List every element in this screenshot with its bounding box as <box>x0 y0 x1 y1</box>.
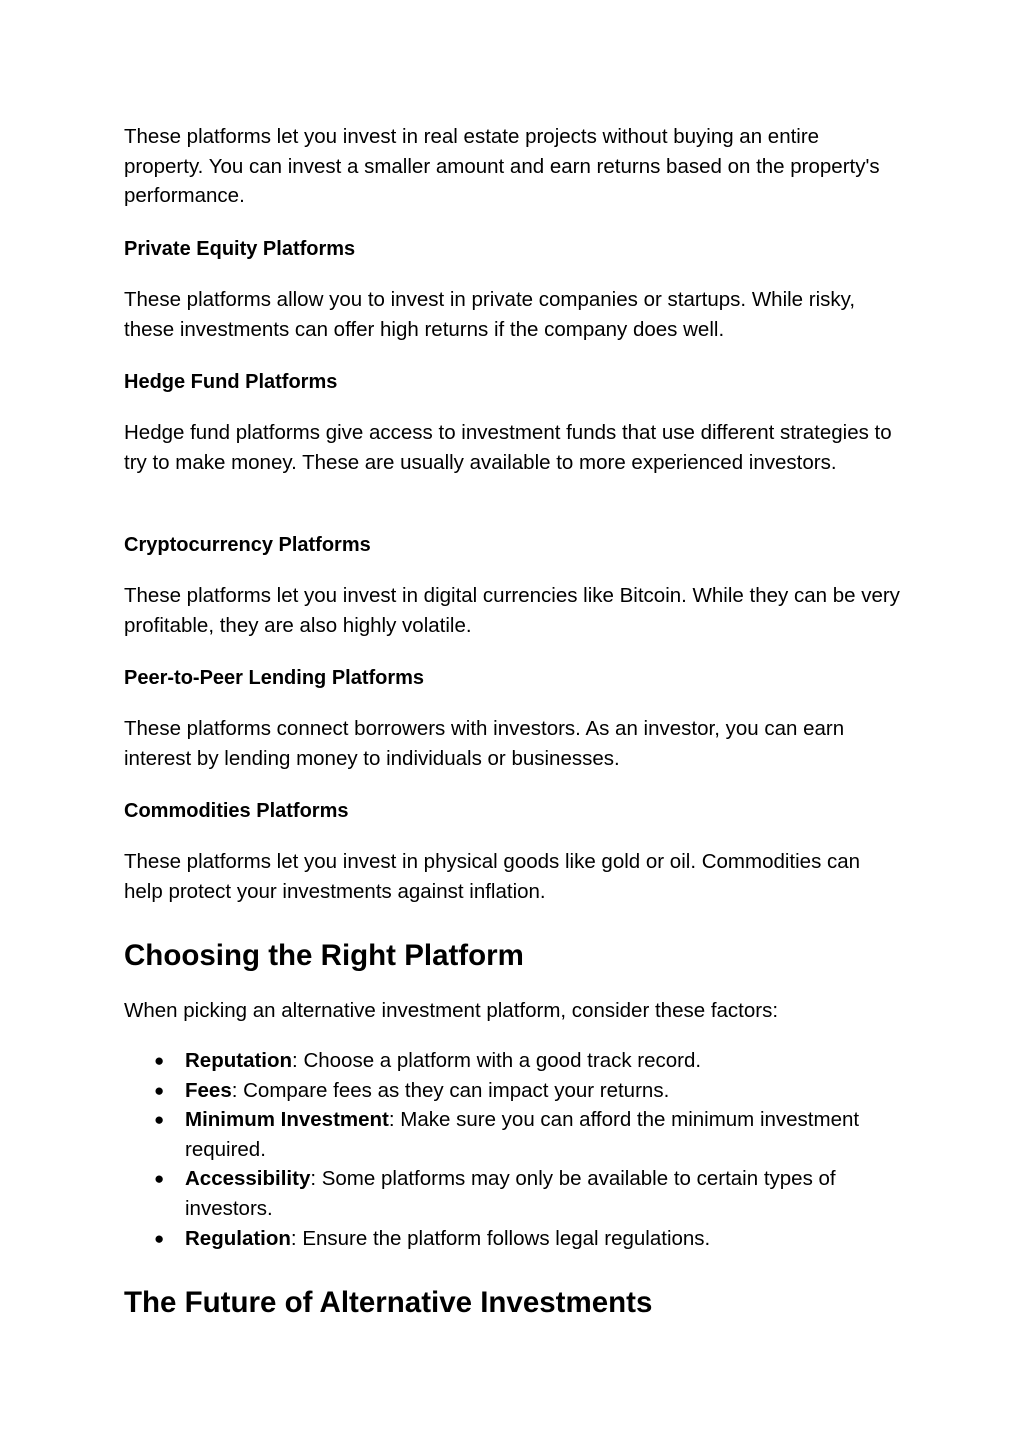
section-heading-cryptocurrency: Cryptocurrency Platforms <box>124 534 371 556</box>
heading-choosing-platform: Choosing the Right Platform <box>124 939 524 972</box>
bullet-icon: ● <box>154 1080 165 1100</box>
factor-desc: : Compare fees as they can impact your returns. <box>231 1078 670 1102</box>
section-heading-commodities: Commodities Platforms <box>124 800 349 822</box>
list-item <box>124 1076 904 1106</box>
bullet-icon: ● <box>154 1051 165 1070</box>
section-text-hedge-fund: Hedge fund platforms give access to investment funds that use different strategies to try to make money. These are usually available to more experienced investors. <box>124 421 892 474</box>
bullet-icon: ● <box>154 1110 165 1130</box>
factor-term: Fees <box>185 1078 232 1102</box>
section-text-p2p-lending: These platforms connect borrowers with investors. As an investor, you can earn interest by lending money to individuals or businesses. <box>124 717 845 770</box>
section-text-private-equity: These platforms allow you to invest in private companies or startups. While risky, these investments can offer high returns if the company does well. <box>124 288 856 341</box>
section-text-cryptocurrency: These platforms let you invest in digital currencies like Bitcoin. While they can be very profitable, they are also highly volatile. <box>124 584 900 637</box>
bullet-icon: ● <box>154 1228 165 1248</box>
list-item <box>124 1105 904 1164</box>
factor-desc: : Ensure the platform follows legal regulations. <box>290 1226 711 1250</box>
factor-term: Regulation <box>185 1226 291 1250</box>
factor-desc: : Choose a platform with a good track record. <box>292 1049 702 1072</box>
section-heading-hedge-fund: Hedge Fund Platforms <box>124 371 338 393</box>
choosing-intro-text: When picking an alternative investment platform, consider these factors: <box>124 999 779 1022</box>
section-heading-p2p-lending: Peer-to-Peer Lending Platforms <box>124 667 425 689</box>
list-item <box>124 1224 904 1254</box>
factors-list <box>124 1046 904 1253</box>
factor-desc: : Make sure you can afford the minimum investment required. <box>185 1108 860 1161</box>
bullet-icon: ● <box>154 1169 165 1189</box>
factor-term: Minimum Investment <box>185 1108 389 1132</box>
list-item <box>124 1046 904 1076</box>
factor-term: Reputation <box>185 1049 293 1072</box>
real-estate-paragraph: These platforms let you invest in real estate projects without buying an entire property. You can invest a smaller amount and earn returns based on the property's performance. <box>124 125 880 208</box>
section-text-commodities: These platforms let you invest in physical goods like gold or oil. Commodities can help protect your investments against inflation. <box>124 850 861 903</box>
list-item <box>124 1164 904 1223</box>
factor-desc: : Some platforms may only be available to certain types of investors. <box>185 1167 836 1220</box>
factor-term: Accessibility <box>185 1167 311 1191</box>
heading-future: The Future of Alternative Investments <box>124 1286 653 1319</box>
section-heading-private-equity: Private Equity Platforms <box>124 238 356 260</box>
